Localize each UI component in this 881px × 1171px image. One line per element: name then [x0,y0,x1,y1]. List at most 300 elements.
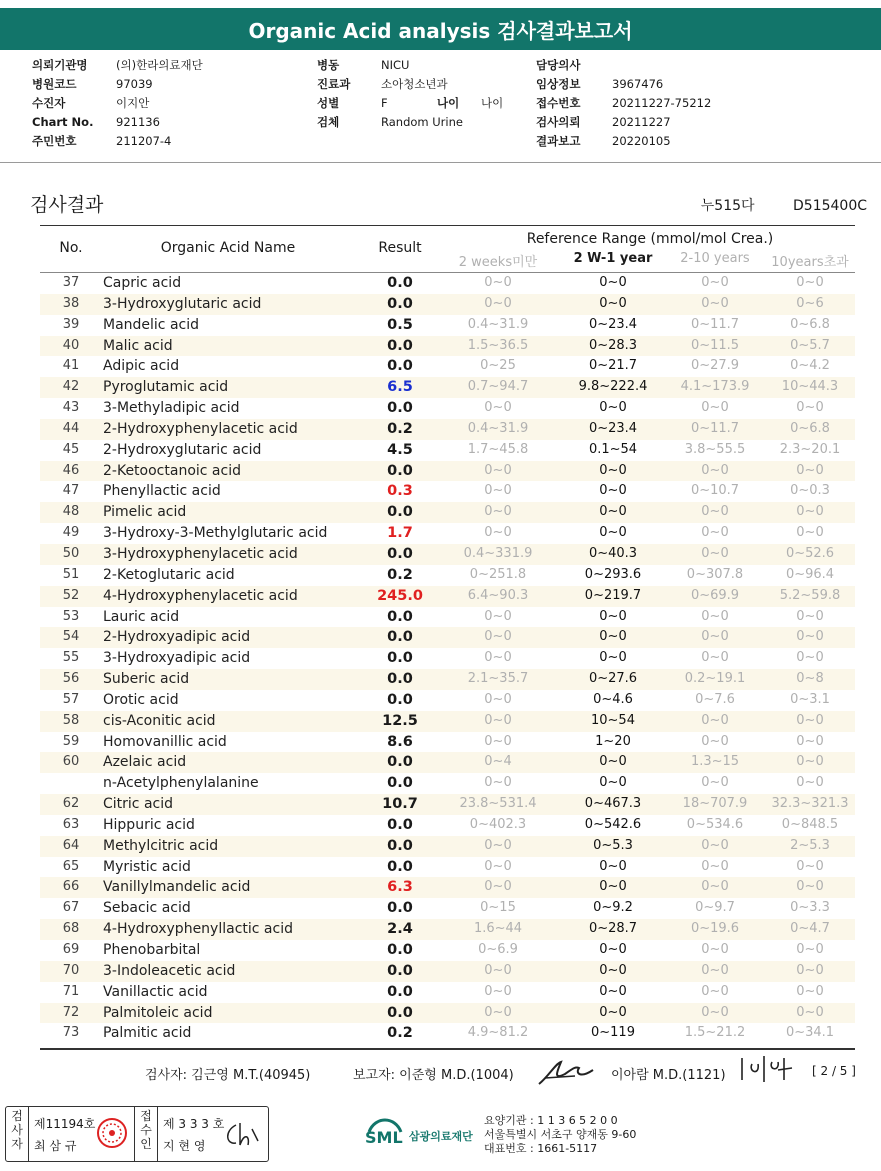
ref-range-2w-1y: 0~27.6 [588,671,638,687]
ref-range-2-10y: 0~0 [701,525,729,541]
ref-range-under-2-weeks: 0~15 [480,900,516,916]
ref-range-over-10y: 0~6.8 [790,420,830,436]
table-row [40,565,855,586]
table-row [40,690,855,711]
row-number: 50 [62,545,80,561]
acid-name: Mandelic acid [103,316,200,333]
institution-info [484,1114,636,1156]
ref-range-2-10y: 0~0 [701,962,729,978]
acid-name: Hippuric acid [103,816,195,833]
header-field [536,55,782,74]
ref-range-2-10y: 0~69.9 [690,587,740,603]
acid-name: 2-Ketooctanoic acid [103,462,241,479]
table-row [40,440,855,461]
sml-logo [365,1116,405,1152]
ref-range-2-10y: 0~9.7 [695,900,735,916]
ref-range-2w-1y: 9.8~222.4 [578,379,648,395]
red-seal-stamp [96,1117,128,1149]
row-number: 70 [62,962,80,978]
age-field [437,93,503,112]
row-number: 44 [62,420,80,436]
report-title-bar [0,8,881,50]
result-value: 0.3 [387,483,413,500]
ref-range-over-10y: 0~3.1 [790,691,830,707]
ref-range-2w-1y: 0~0 [599,504,627,520]
result-value: 0.0 [387,400,413,417]
ref-range-2w-1y: 0~5.3 [593,837,633,853]
acid-name: Orotic acid [103,691,179,708]
table-header [40,225,855,273]
header-label: 접수번호 [536,95,581,110]
acid-name: Malic acid [103,337,173,354]
row-number: 48 [62,504,80,520]
ref-range-under-2-weeks: 1.5~36.5 [467,337,529,353]
acid-name: 2-Hydroxyglutaric acid [103,441,262,458]
acid-name: Homovanillic acid [103,733,227,750]
ref-range-under-2-weeks: 0.4~31.9 [467,316,529,332]
row-number: 39 [62,316,80,332]
footer-divider-2 [134,1107,135,1161]
ref-range-2w-1y: 0~9.2 [593,900,633,916]
ref-range-2w-1y: 0~0 [599,775,627,791]
ref-range-under-2-weeks: 0~4 [484,754,512,770]
header-value: 211207-4 [116,133,172,148]
table-row [40,273,855,294]
result-value: 0.0 [387,504,413,521]
row-number: 64 [62,837,80,853]
acid-name: cis-Aconitic acid [103,712,216,729]
result-value: 0.0 [387,858,413,875]
col-ref-2: 2 W-1 year [573,251,653,266]
reporter-handwritten-signature [535,1056,597,1090]
ref-range-over-10y: 0~0 [796,733,824,749]
ref-range-under-2-weeks: 0~0 [484,483,512,499]
ref-range-under-2-weeks: 0~0 [484,879,512,895]
ref-range-under-2-weeks: 0~0 [484,608,512,624]
reporter-signature-text: 보고자: 이준형 M.D.(1004) [353,1068,514,1083]
ref-range-2w-1y: 0~0 [599,462,627,478]
footer-stamp-box [5,1106,269,1162]
acid-name: Phenobarbital [103,942,201,958]
examiner-license-no: 제11194호 [34,1117,96,1131]
ref-range-over-10y: 0~0 [796,879,824,895]
result-value: 0.0 [387,462,413,479]
header-field [536,74,782,93]
row-number: 56 [62,671,80,687]
row-number: 46 [62,462,80,478]
acid-name: 3-Indoleacetic acid [103,962,236,979]
ref-range-under-2-weeks: 0.4~31.9 [467,420,529,436]
result-value: 0.0 [387,942,413,958]
table-row [40,815,855,836]
ref-range-over-10y: 0~8 [796,671,824,687]
ref-range-over-10y: 0~0 [796,400,824,416]
ref-range-under-2-weeks: 0~0 [484,462,512,478]
ref-range-2w-1y: 0~23.4 [588,316,638,332]
ref-range-under-2-weeks: 1.6~44 [473,921,523,937]
ref-range-2w-1y: 0~219.7 [584,587,642,603]
result-value: 0.0 [387,983,413,1000]
ref-range-over-10y: 0~0 [796,650,824,666]
table-row [40,857,855,878]
row-number: 40 [62,337,80,353]
header-value: 3967476 [612,76,664,91]
receiver-license-no: 제 3 3 3 호 [163,1117,225,1131]
ref-range-over-10y: 0~0 [796,275,824,290]
header-field [32,93,286,112]
table-row [40,544,855,565]
header-field [317,74,551,93]
third-signature-text: 이아람 M.D.(1121) [611,1068,726,1083]
row-number: 52 [62,587,80,603]
table-row [40,315,855,336]
ref-range-2-10y: 0~0 [701,629,729,645]
acid-name: 2-Ketoglutaric acid [103,566,235,583]
table-row [40,586,855,607]
ref-range-under-2-weeks: 0~0 [484,858,512,874]
ref-range-2-10y: 0~0 [701,942,729,957]
ref-range-2-10y: 0~0 [701,983,729,999]
code-2: D515400C [793,198,867,214]
ref-range-2-10y: 4.1~173.9 [680,379,750,395]
table-body [40,273,855,1044]
ref-range-2-10y: 0~10.7 [690,483,740,499]
ref-range-under-2-weeks: 0~0 [484,691,512,707]
ref-range-2w-1y: 0~0 [599,525,627,541]
ref-range-under-2-weeks: 0~0 [484,962,512,978]
sml-org-name: 삼광의료재단 [409,1130,473,1143]
row-number: 42 [62,379,80,395]
ref-range-2w-1y: 0~40.3 [588,545,638,561]
acid-name: Adipic acid [103,358,180,375]
header-value: 소아청소년과 [381,76,448,91]
ref-range-2w-1y: 0~0 [599,1004,627,1020]
ref-range-2-10y: 0~0 [701,545,729,561]
ref-range-2w-1y: 0.1~54 [588,441,638,457]
row-number: 65 [62,858,80,874]
ref-range-2w-1y: 0~4.6 [593,691,633,707]
footer-divider-3 [157,1107,158,1161]
header-value: 이지안 [116,95,150,110]
ref-range-over-10y: 0~0 [796,608,824,624]
header-label: Chart No. [32,114,94,129]
table-row [40,711,855,732]
ref-range-under-2-weeks: 0~0 [484,983,512,999]
ref-range-over-10y: 0~0 [796,754,824,770]
ref-range-2w-1y: 0~0 [599,608,627,624]
code-1: 누515다 [700,198,755,214]
row-number: 45 [62,441,80,457]
ref-range-under-2-weeks: 0.7~94.7 [467,379,529,395]
ref-range-2w-1y: 0~0 [599,483,627,499]
ref-range-2-10y: 0~0 [701,275,729,290]
col-result: Result [378,240,422,256]
acid-name: Azelaic acid [103,754,187,771]
institution-code: 요양기관 : 1 1 3 6 5 2 0 0 [484,1114,618,1127]
ref-range-under-2-weeks: 0~0 [484,629,512,645]
ref-range-over-10y: 0~0 [796,1004,824,1020]
result-value: 0.0 [387,275,413,291]
acid-name: 4-Hydroxyphenyllactic acid [103,921,293,938]
result-value: 0.0 [387,545,413,562]
header-value: (의)한라의료재단 [116,57,203,72]
header-divider [0,162,881,163]
row-number: 62 [62,796,80,812]
acid-name: n-Acetylphenylalanine [103,775,259,792]
header-label: 결과보고 [536,133,581,148]
section-title: 검사결과 [30,194,104,216]
ref-range-under-2-weeks: 0~0 [484,525,512,541]
acid-name: Pyroglutamic acid [103,379,229,396]
result-value: 0.2 [387,566,413,583]
table-row [40,940,855,961]
acid-name: Citric acid [103,796,173,813]
row-number: 72 [62,1004,80,1020]
ref-range-under-2-weeks: 0~0 [484,275,512,290]
header-field [317,112,551,131]
ref-range-under-2-weeks: 0~25 [480,358,516,374]
header-field [317,55,551,74]
header-value: 20211227 [612,114,671,129]
ref-range-2-10y: 0~0 [701,462,729,478]
table-row [40,898,855,919]
table-row [40,669,855,690]
table-row [40,1003,855,1024]
ref-range-2w-1y: 0~0 [599,983,627,999]
result-value: 0.0 [387,691,413,708]
acid-name: Vanillactic acid [103,983,208,1000]
ref-range-2w-1y: 0~28.7 [588,921,638,937]
ref-range-2w-1y: 0~0 [599,858,627,874]
ref-range-2-10y: 0~307.8 [686,566,744,582]
ref-range-over-10y: 0~0 [796,858,824,874]
ref-range-2w-1y: 0~23.4 [588,420,638,436]
result-value: 245.0 [377,587,423,604]
acid-name: Phenyllactic acid [103,483,221,500]
header-field [317,93,551,112]
ref-range-under-2-weeks: 0~251.8 [469,566,527,582]
row-number: 47 [62,483,80,499]
ref-range-over-10y: 0~0 [796,525,824,541]
ref-range-over-10y: 0~96.4 [785,566,835,582]
row-number: 59 [62,733,80,749]
acid-name: Methylcitric acid [103,837,219,854]
table-row [40,648,855,669]
acid-name: Myristic acid [103,858,191,875]
result-value: 0.0 [387,629,413,646]
row-number: 41 [62,358,80,374]
acid-name: Suberic acid [103,671,190,688]
ref-range-over-10y: 0~52.6 [785,545,835,561]
ref-range-under-2-weeks: 0~6.9 [478,942,518,957]
ref-range-over-10y: 0~4.7 [790,921,830,937]
ref-range-over-10y: 0~0 [796,942,824,957]
row-number: 43 [62,400,80,416]
header-label: 병동 [317,57,340,72]
ref-range-2-10y: 0~7.6 [695,691,735,707]
ref-range-over-10y: 0~0 [796,504,824,520]
ref-range-2w-1y: 0~542.6 [584,816,642,832]
table-row [40,752,855,773]
sml-brand: SML [365,1128,403,1147]
result-value: 0.0 [387,608,413,625]
acid-name: Vanillylmandelic acid [103,879,251,896]
page-indicator: [ 2 / 5 ] [812,1064,856,1078]
result-value: 4.5 [387,441,413,458]
acid-name: Palmitic acid [103,1025,192,1042]
result-value: 0.0 [387,962,413,979]
col-ref-1: 2 weeks미만 [458,255,538,270]
table-row [40,461,855,482]
header-field [32,112,286,131]
row-number: 63 [62,816,80,832]
table-row [40,398,855,419]
row-number: 37 [62,275,80,290]
ref-range-over-10y: 0~6 [796,295,824,311]
ref-range-under-2-weeks: 0~0 [484,650,512,666]
row-number: 66 [62,879,80,895]
ref-range-2-10y: 0~0 [701,858,729,874]
age-value: 나이 [481,95,504,110]
row-number: 57 [62,691,80,707]
ref-range-over-10y: 0~0 [796,712,824,728]
acid-name: Capric acid [103,275,182,291]
row-number: 73 [62,1025,80,1041]
receiver-name: 지 현 영 [163,1139,206,1153]
results-table [40,225,855,1044]
ref-range-over-10y: 0~4.2 [790,358,830,374]
ref-range-2-10y: 0~0 [701,400,729,416]
acid-name: 3-Hydroxyphenylacetic acid [103,545,298,562]
row-number: 71 [62,983,80,999]
acid-name: 3-Hydroxyglutaric acid [103,295,262,312]
patient-header [32,55,872,155]
ref-range-over-10y: 0~0 [796,462,824,478]
ref-range-2w-1y: 0~0 [599,879,627,895]
ref-range-under-2-weeks: 6.4~90.3 [467,587,529,603]
ref-range-under-2-weeks: 23.8~531.4 [459,796,537,812]
row-number: 68 [62,921,80,937]
result-value: 0.0 [387,754,413,771]
row-number: 38 [62,295,80,311]
header-field [32,131,286,150]
header-field [32,74,286,93]
ref-range-2-10y: 0~0 [701,775,729,791]
receiver-label: 접수인 [140,1109,152,1151]
age-label: 나이 [437,95,460,110]
ref-range-2w-1y: 0~0 [599,650,627,666]
table-row [40,982,855,1003]
table-row [40,294,855,315]
row-number: 49 [62,525,80,541]
ref-range-2-10y: 0~0 [701,879,729,895]
footer-divider [28,1107,29,1161]
result-value: 0.0 [387,816,413,833]
result-value: 0.5 [387,316,413,333]
ref-range-over-10y: 0~34.1 [785,1025,835,1041]
ref-range-2-10y: 0~11.5 [690,337,740,353]
ref-range-2w-1y: 0~119 [591,1025,635,1041]
ref-range-2-10y: 1.3~15 [690,754,740,770]
table-row [40,502,855,523]
header-label: 검체 [317,114,340,129]
table-row [40,481,855,502]
result-value: 0.2 [387,420,413,437]
ref-range-under-2-weeks: 0~0 [484,837,512,853]
ref-range-under-2-weeks: 4.9~81.2 [467,1025,529,1041]
ref-range-2w-1y: 0~0 [599,275,627,290]
ref-range-under-2-weeks: 0~0 [484,733,512,749]
examiner-signature-text: 검사자: 김근영 M.T.(40945) [145,1068,311,1083]
table-row [40,1023,855,1044]
ref-range-2-10y: 1.5~21.2 [684,1025,746,1041]
acid-name: 3-Methyladipic acid [103,400,240,417]
ref-range-over-10y: 5.2~59.8 [779,587,841,603]
ref-range-under-2-weeks: 0.4~331.9 [463,545,533,561]
ref-range-2-10y: 0~534.6 [686,816,744,832]
table-row [40,336,855,357]
table-row [40,773,855,794]
ref-range-2-10y: 0~27.9 [690,358,740,374]
result-value: 2.4 [387,921,413,938]
ref-range-over-10y: 2~5.3 [790,837,830,853]
result-value: 10.7 [382,796,418,813]
ref-range-over-10y: 10~44.3 [781,379,839,395]
header-label: 임상정보 [536,76,581,91]
ref-range-over-10y: 0~0 [796,983,824,999]
header-label: 성별 [317,95,340,110]
ref-range-2-10y: 0~0 [701,608,729,624]
result-value: 0.0 [387,650,413,667]
ref-range-over-10y: 0~0.3 [790,483,830,499]
ref-range-2w-1y: 0~21.7 [588,358,638,374]
header-label: 담당의사 [536,57,581,72]
table-row [40,794,855,815]
acid-name: 3-Hydroxyadipic acid [103,650,251,667]
row-number: 53 [62,608,80,624]
table-row [40,523,855,544]
result-value: 1.7 [387,525,413,542]
header-label: 검사의뢰 [536,114,581,129]
result-value: 0.0 [387,337,413,354]
col-reference: Reference Range (mmol/mol Crea.) [526,231,774,247]
header-field [536,131,782,150]
ref-range-2w-1y: 0~467.3 [584,796,642,812]
ref-range-over-10y: 2.3~20.1 [779,441,841,457]
ref-range-2-10y: 0~0 [701,712,729,728]
ref-range-2w-1y: 0~0 [599,962,627,978]
header-label: 진료과 [317,76,351,91]
ref-range-under-2-weeks: 0~402.3 [469,816,527,832]
header-value: F [381,95,388,110]
header-value: 20211227-75212 [612,95,712,110]
result-value: 6.5 [387,379,413,396]
ref-range-2-10y: 0~0 [701,504,729,520]
acid-name: 2-Hydroxyphenylacetic acid [103,420,298,437]
examiner-name: 최 삼 규 [34,1139,77,1153]
ref-range-2-10y: 0~0 [701,1004,729,1020]
result-value: 12.5 [382,712,418,729]
result-value: 0.0 [387,671,413,688]
acid-name: Lauric acid [103,608,180,625]
ref-range-2w-1y: 0~0 [599,400,627,416]
ref-range-under-2-weeks: 0~0 [484,712,512,728]
ref-range-under-2-weeks: 0~0 [484,400,512,416]
report-codes [667,195,867,215]
ref-range-under-2-weeks: 0~0 [484,295,512,311]
ref-range-2w-1y: 0~0 [599,629,627,645]
ref-range-2-10y: 0~0 [701,837,729,853]
